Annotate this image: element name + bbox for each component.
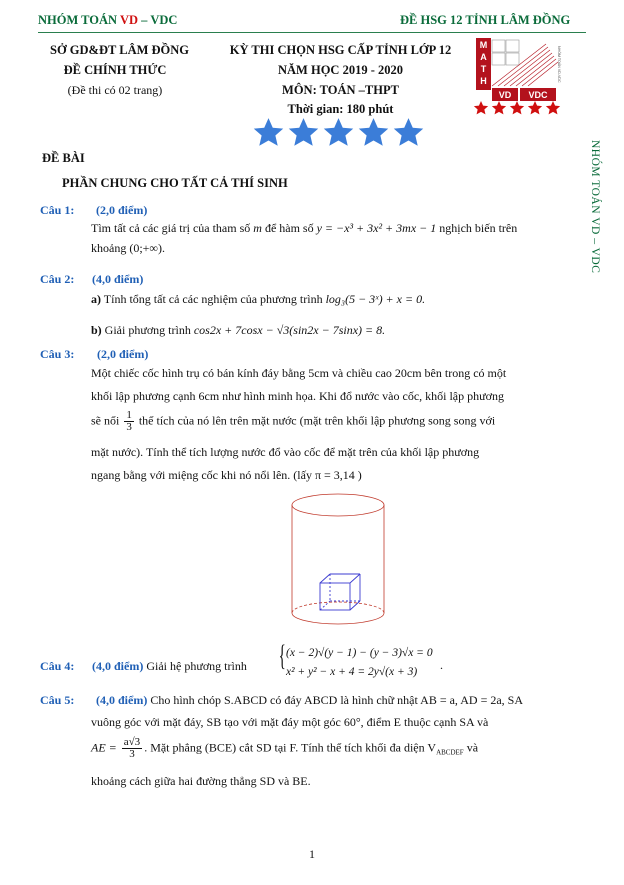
- q2a-label: a): [91, 292, 101, 306]
- q5-line1: [96, 693, 523, 708]
- q2-points: (4,0 điểm): [92, 272, 144, 286]
- q5-text: và: [463, 740, 479, 755]
- q5-label: Câu 5:: [40, 693, 75, 707]
- q2b-text: Giải phương trình: [101, 323, 194, 337]
- q3-frac-den: 3: [126, 421, 132, 433]
- rating-stars-red: [473, 100, 561, 118]
- q2a-text: Tính tổng tất cả các nghiệm của phương trình: [101, 292, 326, 306]
- q5-ae: AE =: [91, 740, 120, 755]
- q1-label: Câu 1:: [40, 203, 75, 217]
- q4-end: .: [440, 658, 443, 672]
- side-watermark: NHÓM TOÁN VD – VDC: [589, 140, 601, 274]
- cylinder-cube-illustration: [278, 488, 398, 653]
- q3-line1: Một chiếc cốc hình trụ có bán kính đáy bằng 5cm và chiều cao 20cm bên trong có một: [91, 366, 507, 380]
- q3-line4: mặt nước). Tính thể tích lượng nước đổ vào cốc để mặt trên của khối lập phương: [91, 445, 480, 459]
- group-name-vdc: VDC: [150, 13, 178, 27]
- exam-title: KỲ THI CHỌN HSG CẤP TỈNH LỚP 12: [229, 43, 452, 57]
- q5-line4: khoảng cách giữa hai đường thẳng SD và BE.: [91, 774, 311, 788]
- star-icon: [473, 100, 489, 116]
- q1-text: để hàm số: [261, 221, 317, 235]
- q3-line2: khối lập phương cạnh 6cm như hình minh họa. Khi đổ nước vào cốc, khối lập phương: [91, 389, 504, 403]
- q3-text: sẽ nổi: [91, 413, 123, 428]
- common-section-title: PHẦN CHUNG CHO TẤT CẢ THÍ SINH: [62, 176, 288, 190]
- svg-text:VDC: VDC: [528, 90, 548, 100]
- q5-line3: [91, 737, 478, 760]
- dept-name: SỞ GD&ĐT LÂM ĐỒNG: [50, 43, 190, 57]
- q4-points: (4,0 điểm): [92, 659, 144, 673]
- group-name-sep: –: [138, 13, 151, 27]
- star-icon: [357, 116, 390, 149]
- svg-text:NHÓM TOÁN VD-VDC: NHÓM TOÁN VD-VDC: [557, 46, 561, 83]
- q5-volume-sub: ABCDEF: [436, 748, 464, 757]
- q3-points: (2,0 điểm): [97, 347, 149, 361]
- q1-points: (2,0 điểm): [96, 203, 148, 217]
- q2b-label: b): [91, 323, 102, 337]
- star-icon: [252, 116, 285, 149]
- q5-frac-num: a√3: [123, 736, 141, 748]
- group-name-vd: VD: [119, 13, 139, 27]
- star-icon: [527, 100, 543, 116]
- q5-points: (4,0 điểm): [96, 693, 148, 707]
- q1-line1: [91, 221, 517, 236]
- group-name-prefix: NHÓM TOÁN: [38, 13, 120, 27]
- system-brace: {: [278, 639, 286, 672]
- star-icon: [322, 116, 355, 149]
- q5-text: . Mặt phẳng (BCE) cắt SD tại F. Tính thể tích khối đa diện V: [144, 740, 437, 755]
- q5-line2: vuông góc với mặt đáy, SB tạo với mặt đáy một góc 60°, điểm E thuộc cạnh SA và: [91, 715, 489, 729]
- q5-frac-den: 3: [129, 748, 135, 760]
- q4-line: [92, 659, 247, 674]
- svg-text:T: T: [480, 64, 487, 74]
- header-divider: [38, 32, 586, 33]
- q1-text: nghịch biến trên: [436, 221, 518, 235]
- q4-eq2: [286, 664, 417, 681]
- q2b-equation: cos2x + 7cosx − √3(sin2x − 7sinx) = 8.: [193, 323, 386, 337]
- q3-fraction: [124, 410, 134, 433]
- q4-eq2-text: x² + y² − x + 4 = 2y√(x + 3): [286, 666, 418, 678]
- q1-var: m: [253, 221, 262, 235]
- exam-tag: ĐỀ HSG 12 TỈNH LÂM ĐỒNG: [400, 13, 571, 27]
- q4-label: Câu 4:: [40, 659, 75, 673]
- q1-line2: khoảng (0;+∞).: [91, 241, 165, 255]
- q2a-equation: log₃(5 − 3ˣ) + x = 0.: [325, 292, 426, 306]
- q1-text: Tìm tất cả các giá trị của tham số: [91, 221, 254, 235]
- q4-eq1: [286, 645, 433, 662]
- svg-text:A: A: [480, 52, 487, 62]
- q3-line3: [91, 410, 495, 433]
- star-icon: [545, 100, 561, 116]
- svg-text:M: M: [479, 40, 488, 50]
- q5-text: Cho hình chóp S.ABCD có đáy ABCD là hình chữ nhật AB = a, AD = 2a, SA: [147, 693, 524, 707]
- star-icon: [509, 100, 525, 116]
- rating-stars-blue: [252, 116, 425, 149]
- official-label: ĐỀ CHÍNH THỨC: [63, 63, 167, 77]
- star-icon: [491, 100, 507, 116]
- star-icon: [392, 116, 425, 149]
- svg-text:VD: VD: [498, 90, 512, 100]
- de-bai-title: ĐỀ BÀI: [42, 151, 85, 165]
- q2-label: Câu 2:: [40, 272, 75, 286]
- q2b-line: [91, 323, 385, 338]
- q4-eq1-text: (x − 2)√(y − 1) − (y − 3)√x = 0: [286, 647, 433, 659]
- pages-note: (Đề thi có 02 trang): [67, 83, 163, 97]
- q3-line5: ngang bằng với miệng cốc khi nó nổi lên. (lấy π = 3,14 ): [91, 468, 362, 482]
- star-icon: [287, 116, 320, 149]
- svg-text:H: H: [480, 76, 487, 86]
- math-vd-vdc-logo: [476, 38, 560, 102]
- q3-label: Câu 3:: [40, 347, 75, 361]
- time-limit: Thời gian: 180 phút: [287, 102, 394, 116]
- q5-fraction: [122, 737, 142, 760]
- group-name: [38, 13, 177, 28]
- q3-text: thể tích của nó lên trên mặt nước (mặt trên khối lập phương song song với: [135, 413, 496, 428]
- page-number: 1: [309, 847, 315, 861]
- q1-function: y = −x³ + 3x² + 3mx − 1: [316, 221, 437, 235]
- q4-text: Giải hệ phương trình: [143, 659, 247, 673]
- q2a-line: [91, 292, 425, 307]
- q3-frac-num: 1: [126, 409, 132, 421]
- subject: MÔN: TOÁN –THPT: [282, 83, 399, 97]
- school-year: NĂM HỌC 2019 - 2020: [278, 63, 403, 77]
